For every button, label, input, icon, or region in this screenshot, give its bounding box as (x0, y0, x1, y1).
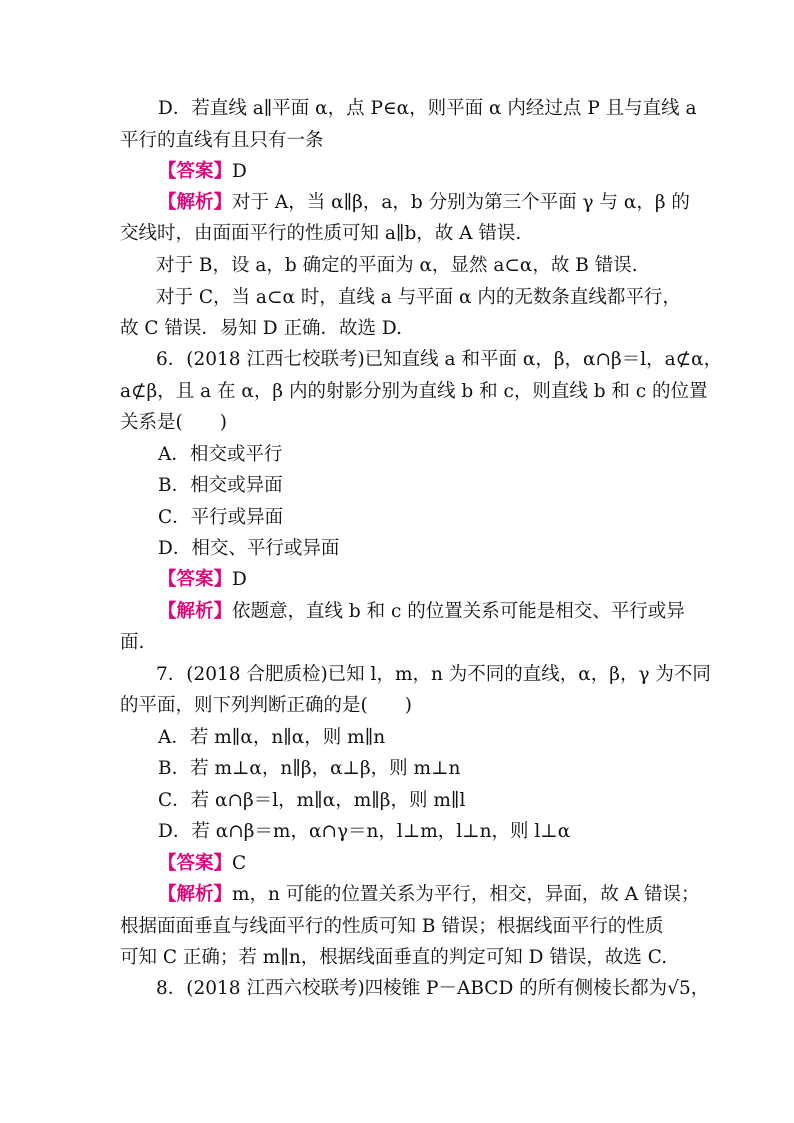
question-8-stem: 8．(2018 江西六校联考)四棱锥 P－ABCD 的所有侧棱长都为√5， (156, 978, 710, 999)
analysis-continuation: 根据面面垂直与线面平行的性质可知 B 错误；根据线面平行的性质 (120, 916, 664, 937)
analysis-paragraph: 对于 C，当 a⊂α 时，直线 a 与平面 α 内的无数条直线都平行， (156, 287, 681, 308)
question-6-stem: 6．(2018 江西七校联考)已知直线 a 和平面 α，β，α∩β＝l，a⊄α， (156, 349, 723, 370)
analysis-tag: 【解析】 (158, 192, 233, 213)
question-7-stem: 7．(2018 合肥质检)已知 l，m，n 为不同的直线，α，β，γ 为不同 (156, 664, 711, 685)
answer-line: 【答案】C (158, 853, 247, 874)
analysis-line: 【解析】m，n 可能的位置关系为平行，相交，异面，故 A 错误； (158, 884, 700, 905)
question-6-stem-continuation: a⊄β，且 a 在 α，β 内的射影分别为直线 b 和 c，则直线 b 和 c 的位置 (120, 381, 708, 402)
analysis-tag: 【解析】 (158, 884, 233, 905)
question-7-stem-continuation: 的平面，则下列判断正确的是( ) (120, 695, 412, 716)
answer-tag: 【答案】 (158, 853, 233, 874)
analysis-continuation: 交线时，由面面平行的性质可知 a∥b，故 A 错误. (120, 223, 522, 244)
question-7-option-a: A．若 m∥α，n∥α，则 m∥n (158, 727, 386, 748)
analysis-paragraph: 对于 B，设 a，b 确定的平面为 α，显然 a⊂α，故 B 错误. (156, 255, 638, 276)
analysis-tag: 【解析】 (158, 601, 233, 622)
question-7-option-b: B．若 m⊥α，n∥β，α⊥β，则 m⊥n (158, 758, 461, 779)
answer-tag: 【答案】 (158, 161, 233, 182)
answer-line: 【答案】D (158, 161, 247, 182)
answer-tag: 【答案】 (158, 569, 233, 590)
question-6-option-c: C．平行或异面 (158, 507, 284, 528)
question-6-option-a: A．相交或平行 (158, 444, 283, 465)
option-d-line: D．若直线 a∥平面 α，点 P∈α，则平面 α 内经过点 P 且与直线 a (158, 98, 697, 119)
question-6-option-b: B．相交或异面 (158, 475, 283, 496)
analysis-continuation: 面. (120, 632, 145, 653)
question-7-option-d: D．若 α∩β＝m，α∩γ＝n，l⊥m，l⊥n，则 l⊥α (158, 821, 571, 842)
analysis-line: 【解析】依题意，直线 b 和 c 的位置关系可能是相交、平行或异 (158, 601, 685, 622)
analysis-line: 【解析】对于 A，当 α∥β，a，b 分别为第三个平面 γ 与 α，β 的 (158, 192, 690, 213)
answer-line: 【答案】D (158, 569, 247, 590)
question-7-option-c: C．若 α∩β＝l，m∥α，m∥β，则 m∥l (158, 790, 466, 811)
option-d-continuation: 平行的直线有且只有一条 (120, 130, 324, 151)
question-6-option-d: D．相交、平行或异面 (158, 538, 340, 559)
question-6-stem-continuation: 关系是( ) (120, 412, 227, 433)
analysis-continuation: 故 C 错误．易知 D 正确．故选 D. (120, 318, 402, 339)
analysis-continuation: 可知 C 正确；若 m∥n，根据线面垂直的判定可知 D 错误，故选 C. (120, 947, 668, 968)
